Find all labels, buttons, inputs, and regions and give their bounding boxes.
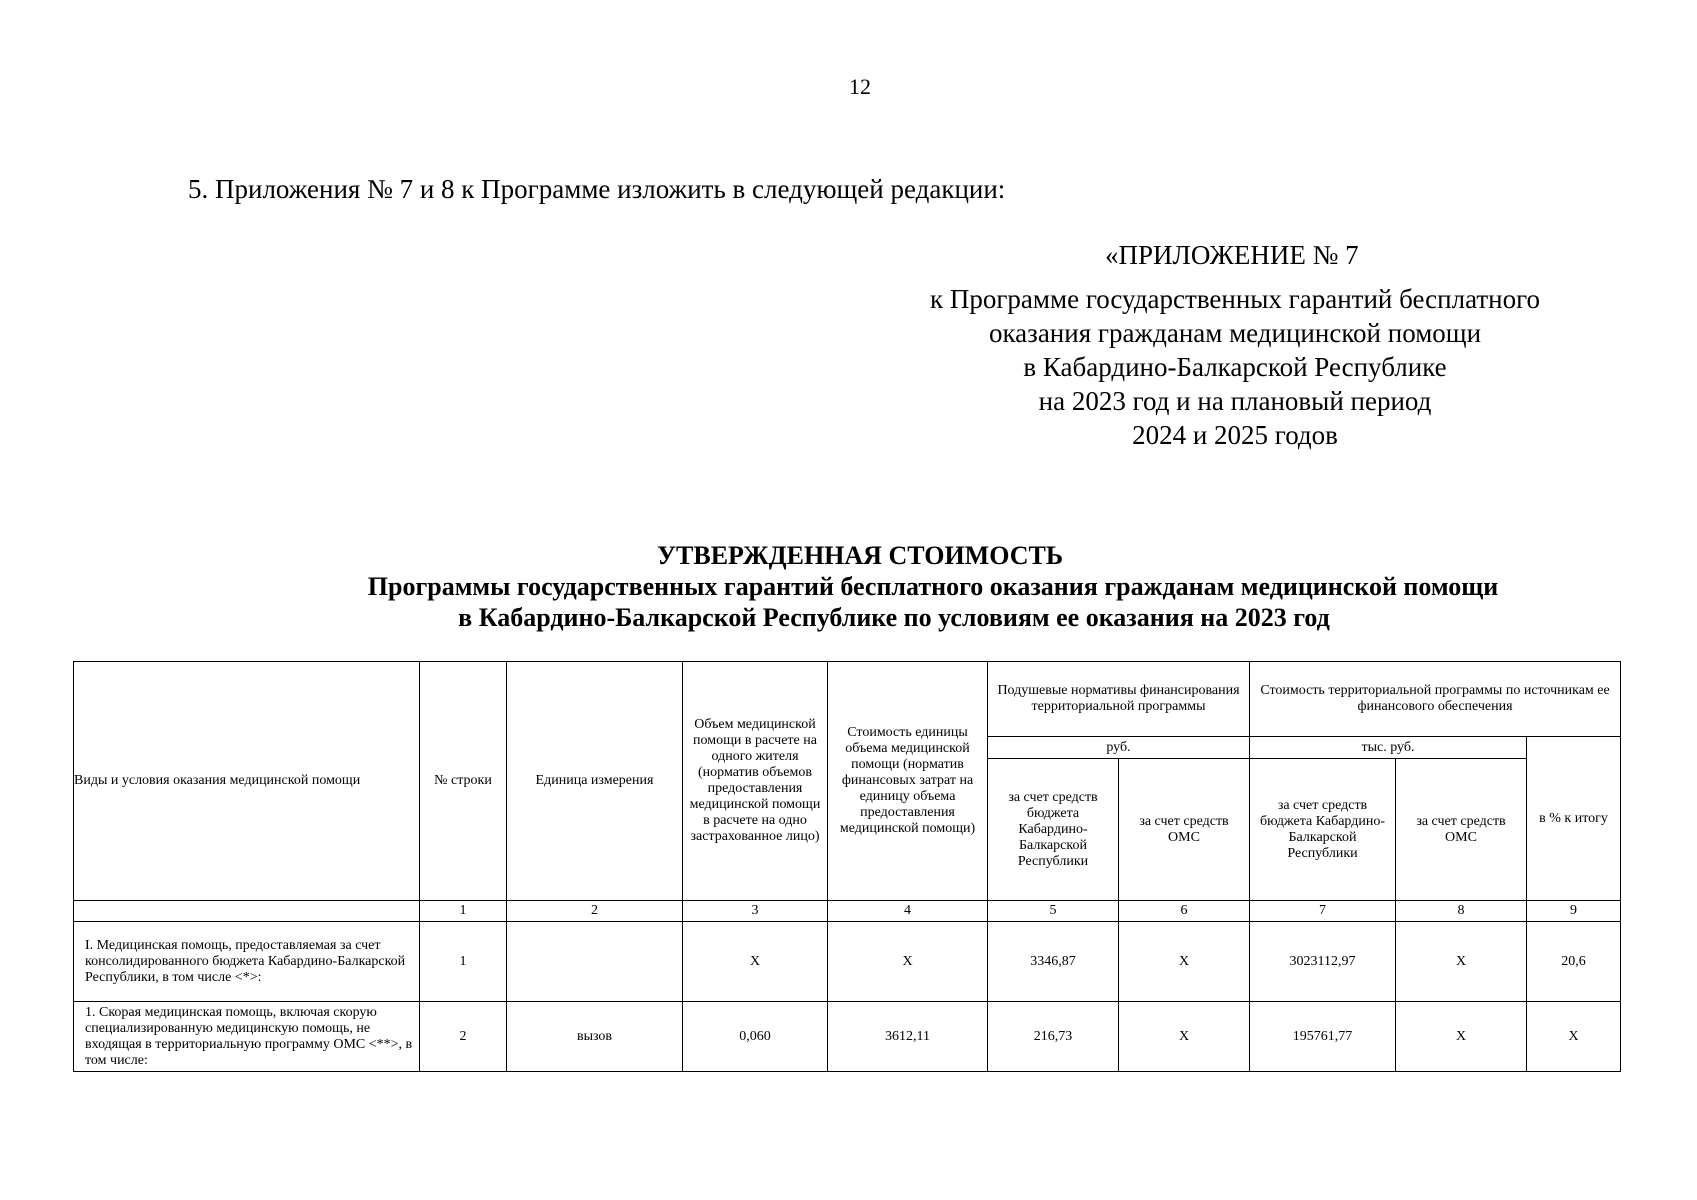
appendix-subtitle-line: в Кабардино-Балкарской Республике [1023,352,1447,382]
appendix-title: «ПРИЛОЖЕНИЕ № 7 [1105,240,1359,270]
header-cost-budget: за счет средств бюджета Кабардино-Балкарской Республики [1250,759,1396,901]
row-per-capita-budget: 3346,87 [988,922,1119,1002]
header-cost-oms: за счет средств ОМС [1396,759,1527,901]
appendix-subtitle-line: к Программе государственных гарантий бесплатного [929,284,1541,314]
heading-subtitle-line: Программы государственных гарантий бесплатного оказания гражданам медицинской помощи [367,572,1499,601]
row-per-capita-oms: X [1119,922,1250,1002]
row-cost-oms: X [1396,1002,1527,1072]
row-percent: X [1527,1002,1621,1072]
appendix-subtitle-line: на 2023 год и на плановый период [1038,386,1432,416]
column-number: 2 [507,901,683,922]
header-per-capita: Подушевые нормативы финансирования территориальной программы [988,662,1250,737]
column-number: 1 [420,901,507,922]
row-number: 1 [420,922,507,1002]
heading-subtitle-line: в Кабардино-Балкарской Республике по условиям ее оказания на 2023 год [458,603,1330,632]
header-kinds: Виды и условия оказания медицинской помощи [74,662,420,901]
row-number: 2 [420,1002,507,1072]
column-number: 8 [1396,901,1527,922]
header-unit-cost: Стоимость единицы объема медицинской помощи (норматив финансовых затрат на единицу объема предоставления медицинской помощи) [828,662,988,901]
header-rub: руб. [988,737,1250,759]
column-number: 4 [828,901,988,922]
row-unit-cost: 3612,11 [828,1002,988,1072]
row-unit-cost: X [828,922,988,1002]
header-row-no: № строки [420,662,507,901]
row-cost-budget: 3023112,97 [1250,922,1396,1002]
row-name: 1. Скорая медицинская помощь, включая скорую специализированную медицинскую помощь, не входящая в территориальную программу ОМС <**>, в том числе: [74,1002,420,1072]
row-name: I. Медицинская помощь, предоставляемая за счет консолидированного бюджета Кабардино-Балкарской Республики, в том числе <*>: [74,922,420,1002]
header-unit: Единица измерения [507,662,683,901]
header-percent: в % к итогу [1527,737,1621,901]
document-heading [0,540,1697,633]
row-per-capita-budget: 216,73 [988,1002,1119,1072]
table-row [74,922,1621,1002]
header-thous-rub: тыс. руб. [1250,737,1527,759]
row-unit [507,922,683,1002]
cost-table [73,661,1621,1072]
row-volume: X [683,922,828,1002]
column-number: 3 [683,901,828,922]
column-number: 5 [988,901,1119,922]
appendix-subtitle-line: 2024 и 2025 годов [1132,420,1338,450]
row-cost-budget: 195761,77 [1250,1002,1396,1072]
page-number: 12 [849,74,871,99]
header-per-capita-budget: за счет средств бюджета Кабардино-Балкарской Республики [988,759,1119,901]
header-per-capita-oms: за счет средств ОМС [1119,759,1250,901]
row-unit: вызов [507,1002,683,1072]
column-number: 9 [1527,901,1621,922]
intro-text: 5. Приложения № 7 и 8 к Программе изложить в следующей редакции: [188,174,1006,204]
column-number-row [74,901,1621,922]
appendix-subtitle-line: оказания гражданам медицинской помощи [988,318,1482,348]
row-volume: 0,060 [683,1002,828,1072]
header-volume: Объем медицинской помощи в расчете на одного жителя (норматив объемов предоставления медицинской помощи в расчете на одно застрахованное лицо) [683,662,828,901]
appendix-subtitle [885,282,1585,452]
row-cost-oms: X [1396,922,1527,1002]
column-number: 6 [1119,901,1250,922]
column-number [74,901,420,922]
column-number: 7 [1250,901,1396,922]
row-per-capita-oms: X [1119,1002,1250,1072]
row-percent: 20,6 [1527,922,1621,1002]
table-row [74,1002,1621,1072]
header-territorial-cost: Стоимость территориальной программы по источникам ее финансового обеспечения [1250,662,1621,737]
heading-title: УТВЕРЖДЕННАЯ СТОИМОСТЬ [656,541,1064,570]
